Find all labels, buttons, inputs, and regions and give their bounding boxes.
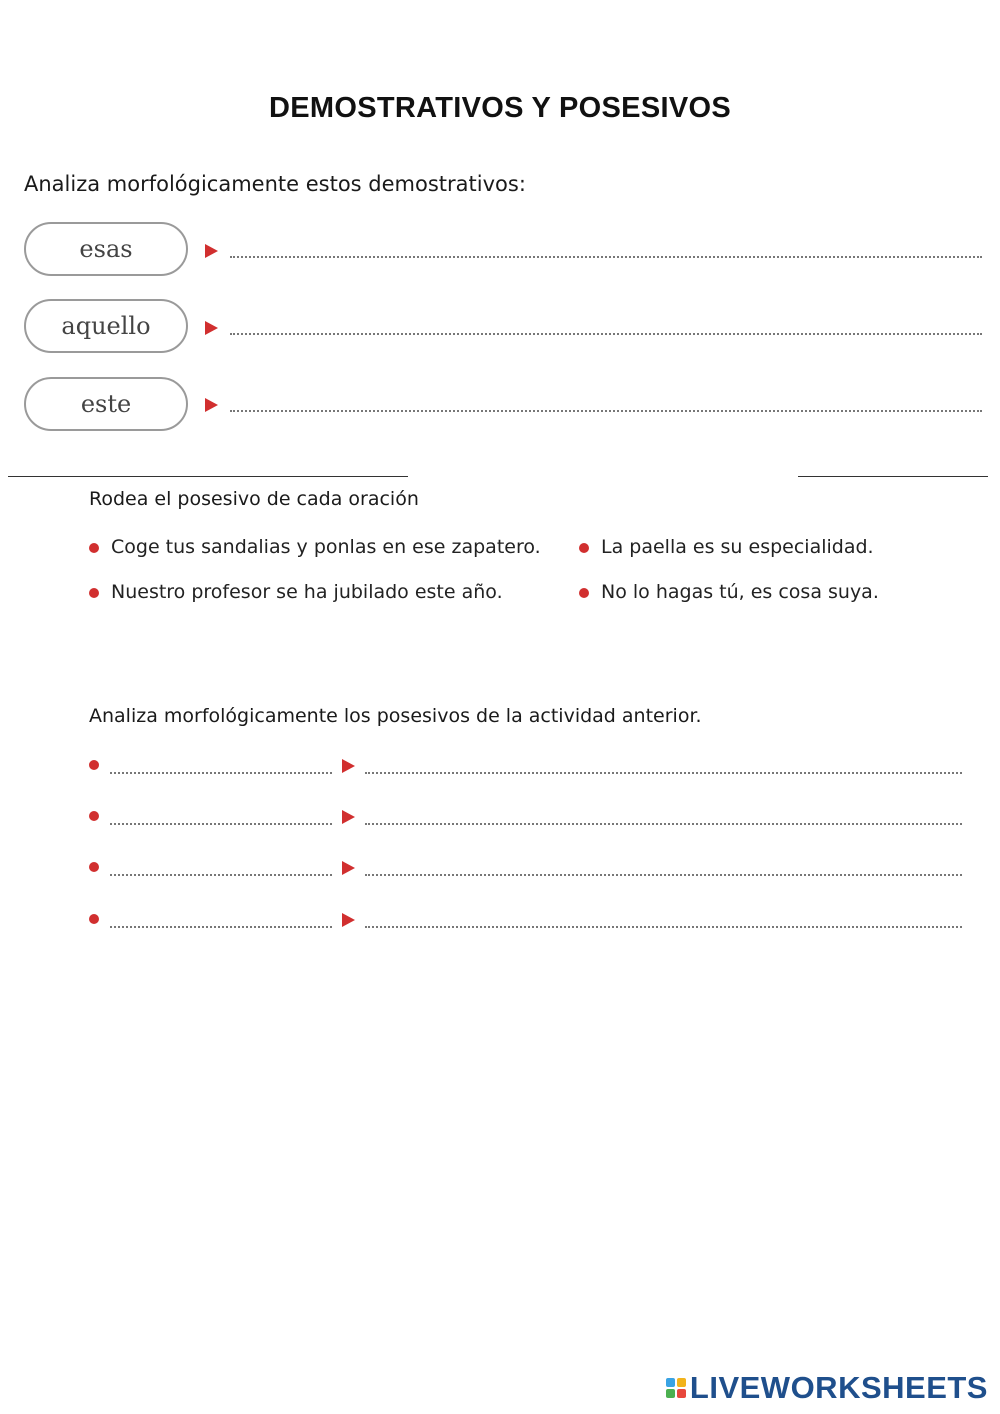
bullet-icon [89,588,99,598]
analysis-line-3[interactable] [365,874,962,876]
bullet-icon [89,862,99,872]
logo-square [666,1389,675,1398]
arrow-icon [342,861,355,875]
bullet-icon [579,543,589,553]
word-pill-aquello: aquello [24,299,188,353]
word-pill-este: este [24,377,188,431]
sentence-3[interactable]: La paella es su especialidad. [601,536,874,558]
answer-line-3[interactable] [230,410,982,412]
possessive-line-4[interactable] [110,926,332,928]
section3-instruction: Analiza morfológicamente los posesivos de la actividad anterior. [89,705,702,727]
possessive-line-2[interactable] [110,823,332,825]
divider-right [798,476,988,477]
arrow-icon [205,321,218,335]
page-title: DEMOSTRATIVOS Y POSESIVOS [269,92,731,124]
section2-instruction: Rodea el posesivo de cada oración [89,488,419,510]
answer-line-2[interactable] [230,333,982,335]
analysis-line-4[interactable] [365,926,962,928]
bullet-icon [89,914,99,924]
bullet-icon [89,811,99,821]
sentence-4[interactable]: No lo hagas tú, es cosa suya. [601,581,879,603]
bullet-icon [89,760,99,770]
analysis-line-2[interactable] [365,823,962,825]
arrow-icon [342,759,355,773]
bullet-icon [89,543,99,553]
divider-left [8,476,408,477]
liveworksheets-logo [666,1370,988,1406]
bullet-icon [579,588,589,598]
sentence-2[interactable]: Nuestro profesor se ha jubilado este año. [111,581,503,603]
answer-line-1[interactable] [230,256,982,258]
logo-square [666,1378,675,1387]
logo-grid-icon [666,1378,686,1398]
arrow-icon [342,810,355,824]
section1-instruction: Analiza morfológicamente estos demostrativos: [24,172,526,196]
arrow-icon [205,244,218,258]
possessive-line-3[interactable] [110,874,332,876]
logo-square [677,1378,686,1387]
analysis-line-1[interactable] [365,772,962,774]
logo-text: LIVEWORKSHEETS [689,1370,988,1405]
logo-square [677,1389,686,1398]
sentence-1[interactable]: Coge tus sandalias y ponlas en ese zapatero. [111,536,541,558]
arrow-icon [205,398,218,412]
possessive-line-1[interactable] [110,772,332,774]
arrow-icon [342,913,355,927]
word-pill-esas: esas [24,222,188,276]
